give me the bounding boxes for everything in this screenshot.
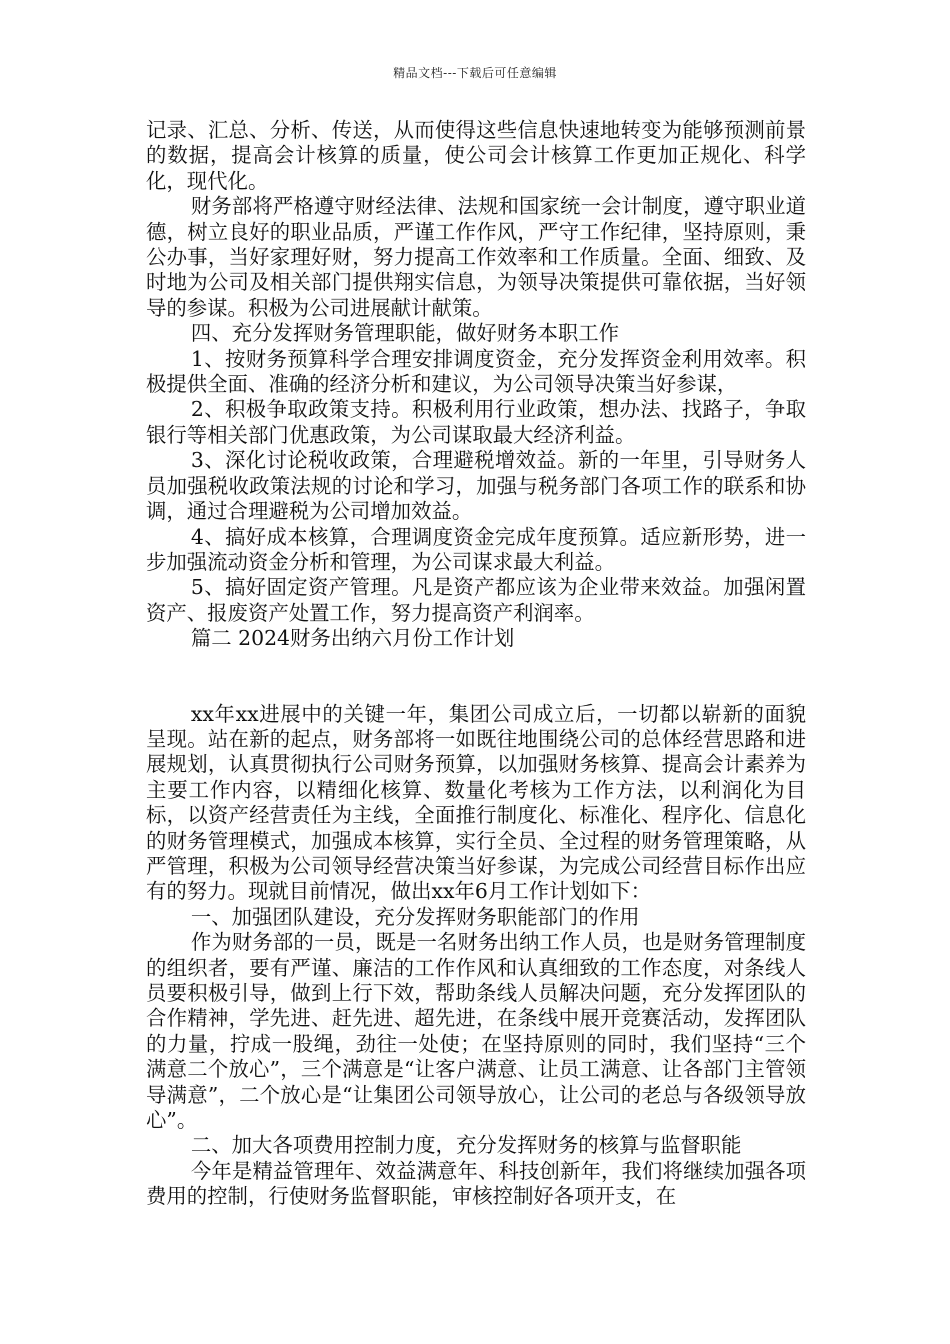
list-item-3: 3、深化讨论税收政策，合理避税增效益。新的一年里，引导财务人员加强税收政策法规的讨论和学习，加强与税务部门各项工作的联系和协调，通过合理避税为公司增加效益。	[146, 448, 806, 524]
section-heading-one: 一、加强团队建设，充分发挥财务职能部门的作用	[190, 904, 640, 929]
paragraph-cost-control: 今年是精益管理年、效益满意年、科技创新年，我们将继续加强各项费用的控制，行使财务监督职能，审核控制好各项开支，在	[146, 1158, 806, 1209]
chapter-title: 篇二 2024财务出纳六月份工作计划	[190, 626, 515, 651]
blank-gap	[146, 652, 806, 702]
paragraph-team-building: 作为财务部的一员，既是一名财务出纳工作人员，也是财务管理制度的组织者，要有严谨、廉洁的工作作风和认真细致的工作态度，对条线人员要积极引导，做到上行下效，帮助条线人员解决问题，充分发挥团队的合作精神，学先进、赶先进、超先进，在条线中展开竞赛活动，发挥团队的力量，拧成一股绳，劲往一处使；在坚持原则的同时，我们坚持“三个满意二个放心”，三个满意是“让客户满意、让员工满意、让各部门主管领导满意”，二个放心是“让集团公司领导放心，让公司的老总与各级领导放心”。	[146, 930, 806, 1133]
paragraph-continuation: 记录、汇总、分析、传送，从而使得这些信息快速地转变为能够预测前景的数据，提高会计核算的质量，使公司会计核算工作更加正规化、科学化，现代化。	[146, 118, 806, 193]
section-heading-two: 二、加大各项费用控制力度，充分发挥财务的核算与监督职能	[190, 1133, 742, 1158]
list-item-5: 5、搞好固定资产管理。凡是资产都应该为企业带来效益。加强闲置资产、报废资产处置工作，努力提高资产利润率。	[146, 575, 806, 625]
list-item-4: 4、搞好成本核算，合理调度资金完成年度预算。适应新形势，进一步加强流动资金分析和管理，为公司谋求最大利益。	[146, 524, 806, 574]
page-header: 精品文档---下载后可任意编辑	[393, 66, 557, 80]
section-heading-four: 四、充分发挥财务管理职能，做好财务本职工作	[190, 321, 620, 346]
list-item-2: 2、积极争取政策支持。积极利用行业政策，想办法、找路子，争取银行等相关部门优惠政策，为公司谋取最大经济利益。	[146, 397, 806, 447]
list-item-1: 1、按财务预算科学合理安排调度资金，充分发挥资金利用效率。积极提供全面、准确的经济分析和建议，为公司领导决策当好参谋，	[146, 346, 806, 397]
paragraph-intro: xx年xx进展中的关键一年，集团公司成立后，一切都以崭新的面貌呈现。站在新的起点，财务部将一如既往地围绕公司的总体经营思路和进展规划，认真贯彻执行公司财务预算，以加强财务核算、提高会计素养为主要工作内容，以精细化核算、数量化考核为工作方法，以利润化为目标，以资产经营责任为主线，全面推行制度化、标准化、程序化、信息化的财务管理模式，加强成本核算，实行全员、全过程的财务管理策略，从严管理，积极为公司领导经营决策当好参谋，为完成公司经营目标作出应有的努力。现就目前情况，做出xx年6月工作计划如下：	[146, 701, 806, 904]
paragraph-finance-compliance: 财务部将严格遵守财经法律、法规和国家统一会计制度，遵守职业道德，树立良好的职业品质，严谨工作作风，严守工作纪律，坚持原则，秉公办事，当好家理好财，努力提高工作效率和工作质量。全面、细致、及时地为公司及相关部门提供翔实信息，为领导决策提供可靠依据，当好领导的参谋。积极为公司进展献计献策。	[146, 194, 806, 320]
document-body	[146, 118, 806, 1210]
